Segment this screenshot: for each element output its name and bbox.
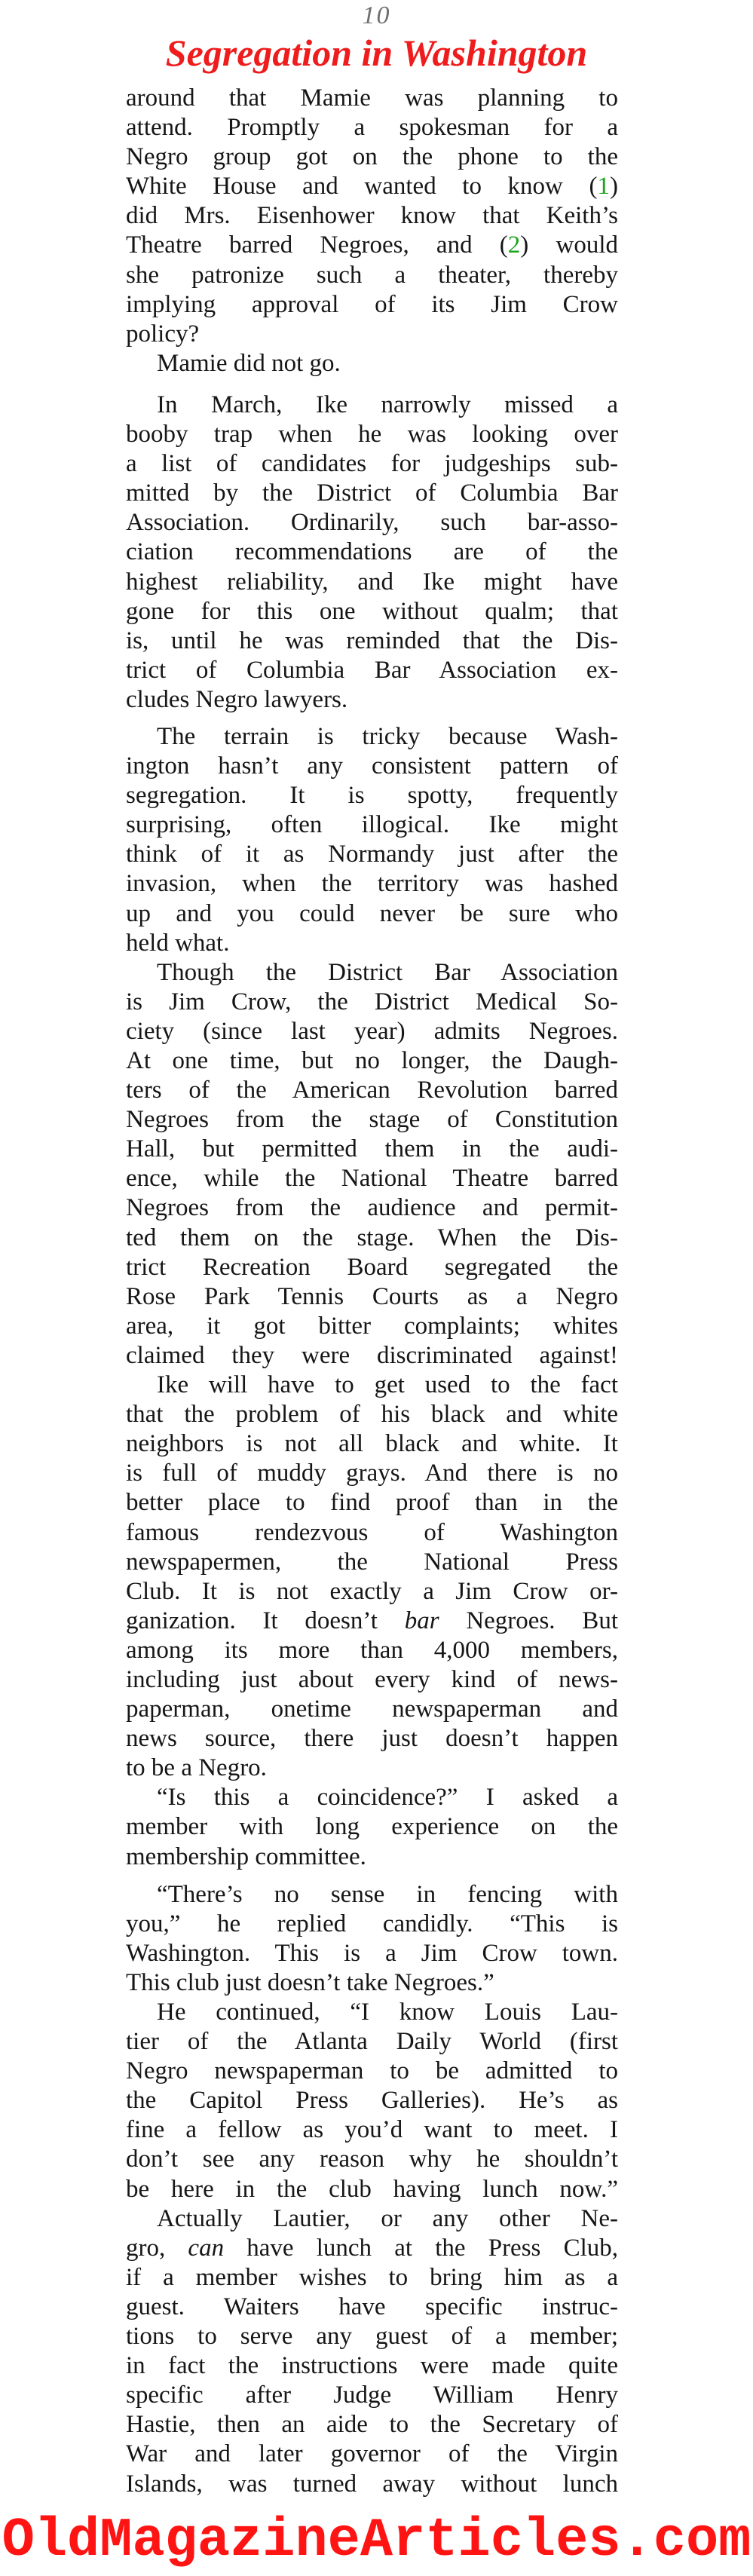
- text-line-content: [126, 1224, 618, 1253]
- text-line: [126, 929, 619, 958]
- text-line: [126, 1518, 619, 1548]
- line-text: Theatre barred Negroes, and (: [126, 231, 508, 259]
- text-line: [126, 1880, 619, 1910]
- text-line: [126, 1488, 619, 1518]
- text-line-content: [126, 840, 618, 869]
- text-line: [126, 2470, 619, 2499]
- paragraph: [126, 1998, 619, 2204]
- text-line: [126, 752, 619, 781]
- text-line-content: [126, 1459, 618, 1488]
- line-text: Hall, but permitted them in the audi-: [126, 1135, 619, 1163]
- text-line-content: [126, 2322, 618, 2351]
- line-text: “There’s no sense in fencing with: [157, 1880, 618, 1908]
- text-line-content: [126, 899, 618, 929]
- line-text: area, it got bitter complaints; whites: [126, 1312, 619, 1340]
- line-text: in fact the instructions were made quite: [126, 2352, 618, 2380]
- text-line-content: [126, 1135, 618, 1164]
- emphasis-text: bar: [404, 1607, 439, 1634]
- text-line-content: [126, 2470, 618, 2499]
- text-line-content: [126, 2115, 618, 2145]
- text-line-content: [126, 1910, 618, 1939]
- line-text: attend. Promptly a spokesman for a: [126, 114, 618, 142]
- paragraph: [126, 84, 619, 349]
- line-text: if a member wishes to bring him as a: [126, 2263, 618, 2291]
- text-line: [126, 2234, 619, 2263]
- text-line-content: [157, 1998, 618, 2027]
- text-line: [126, 2145, 619, 2174]
- line-text: you,” he replied candidly. “This is: [126, 1910, 618, 1937]
- text-line-content: [126, 1695, 618, 1724]
- text-line: [126, 538, 619, 567]
- line-text: Negroes from the stage of Constitution: [126, 1106, 619, 1134]
- text-line-content: [126, 1400, 618, 1429]
- text-line-content: [126, 1282, 618, 1312]
- footnote-number: 1: [597, 173, 610, 201]
- text-line: [126, 172, 619, 201]
- line-text: segregation. It is spotty, frequently: [126, 782, 619, 810]
- text-line-content: [157, 391, 618, 420]
- paragraph: [126, 722, 619, 958]
- text-line-content: [126, 626, 618, 656]
- line-text: think of it as Normandy just after the: [126, 841, 618, 868]
- line-text: implying approval of its Jim Crow: [126, 290, 619, 318]
- line-text: Negro newspaperman to be admitted to: [126, 2057, 618, 2085]
- text-line-content: [126, 1429, 618, 1459]
- text-line: [126, 1998, 619, 2027]
- text-line-content: [126, 1812, 618, 1842]
- text-line: [126, 899, 619, 929]
- line-text: guest. Waiters have specific instruc-: [126, 2293, 618, 2320]
- line-text: to be a Negro.: [126, 1754, 267, 1782]
- text-line-content: [126, 1105, 618, 1135]
- text-line: [126, 1400, 619, 1429]
- line-text: famous rendezvous of Washington: [126, 1518, 618, 1546]
- line-text: Rose Park Tennis Courts as a Negro: [126, 1282, 618, 1310]
- text-line: [126, 508, 619, 538]
- line-text: This club just doesn’t take Negroes.”: [126, 1968, 494, 1996]
- line-text: a list of candidates for judgeships sub-: [126, 450, 618, 478]
- text-line-content: [126, 1754, 267, 1783]
- text-line-content: [126, 2293, 618, 2322]
- text-line-content: [126, 929, 229, 958]
- text-line-content: [157, 349, 341, 378]
- text-line-content: [126, 2381, 618, 2410]
- text-line: [126, 781, 619, 810]
- line-text: around that Mamie was planning to: [126, 84, 618, 112]
- line-text: is full of muddy grays. And there is no: [126, 1460, 619, 1487]
- text-line: [126, 1939, 619, 1968]
- text-line: [126, 1371, 619, 1400]
- line-text: she patronize such a theater, thereby: [126, 261, 618, 289]
- line-text: ted them on the stage. When the Dis-: [126, 1224, 618, 1251]
- text-line-content: [126, 1842, 366, 1872]
- text-line: [126, 840, 619, 869]
- text-line: [126, 2322, 619, 2351]
- line-text: don’t see any reason why he shouldn’t: [126, 2146, 618, 2173]
- text-line: [126, 2175, 619, 2204]
- text-line: [126, 1429, 619, 1459]
- line-text: highest reliability, and Ike might have: [126, 568, 619, 596]
- text-line: [126, 1253, 619, 1282]
- watermark-logo[interactable]: OldMagazineArticles.com: [2, 2510, 751, 2571]
- line-text: among its more than 4,000 members,: [126, 1636, 618, 1664]
- text-line-content: [126, 2027, 618, 2057]
- text-line: [126, 810, 619, 840]
- line-text: neighbors is not all black and white. It: [126, 1430, 618, 1458]
- line-text: Ike will have to get used to the fact: [157, 1371, 618, 1399]
- text-line-content: [126, 290, 618, 320]
- text-line: [126, 2293, 619, 2322]
- text-line: [126, 1910, 619, 1939]
- text-line-content: [157, 1371, 618, 1400]
- text-line: [126, 1459, 619, 1488]
- text-line-content: [126, 231, 618, 260]
- text-line: [126, 1224, 619, 1253]
- text-line: [126, 1548, 619, 1577]
- line-text: including just about every kind of news-: [126, 1665, 618, 1693]
- text-line: [126, 1046, 619, 1076]
- text-line-content: [126, 320, 199, 349]
- text-line-content: [126, 656, 618, 685]
- text-line-content: [126, 1046, 618, 1076]
- text-line-content: [126, 142, 618, 172]
- text-line-content: [126, 1518, 618, 1548]
- text-line: [126, 1282, 619, 1312]
- text-line-content: [126, 1577, 618, 1607]
- page-number: 10: [362, 2, 391, 29]
- line-text: ington hasn’t any consistent pattern of: [126, 752, 618, 780]
- text-line-content: [126, 2234, 618, 2263]
- line-text: ) would: [520, 231, 619, 259]
- paragraph: [126, 391, 619, 715]
- paragraph: [126, 958, 619, 1371]
- line-text: Islands, was turned away without lunch: [126, 2470, 618, 2498]
- line-text: Actually Lautier, or any other Ne-: [157, 2204, 618, 2232]
- text-line: [126, 1783, 619, 1812]
- text-line: [126, 1665, 619, 1695]
- text-line: [126, 320, 619, 349]
- line-text: trict Recreation Board segregated the: [126, 1253, 618, 1281]
- text-line: [126, 1017, 619, 1046]
- line-text: ence, while the National Theatre barred: [126, 1165, 618, 1193]
- text-line-content: [126, 1076, 618, 1105]
- line-text: held what.: [126, 929, 230, 957]
- text-line: [126, 261, 619, 290]
- text-line: [126, 1754, 619, 1783]
- line-text: White House and wanted to know (: [126, 173, 598, 201]
- line-text: news source, there just doesn’t happen: [126, 1725, 619, 1753]
- text-line-content: [126, 113, 618, 142]
- title-block: [75, 32, 678, 77]
- text-line-content: [126, 1968, 494, 1998]
- text-line-content: [126, 84, 618, 113]
- line-text: up and you could never be sure who: [126, 899, 619, 927]
- text-line-content: [126, 449, 618, 479]
- text-line-content: [157, 1783, 618, 1812]
- text-line: [126, 656, 619, 685]
- line-text: tions to serve any guest of a member;: [126, 2323, 618, 2351]
- paragraph: [126, 1783, 619, 1871]
- text-line-content: [126, 1253, 618, 1282]
- text-line: [126, 420, 619, 449]
- text-line-content: [126, 1636, 618, 1665]
- text-line: [126, 2410, 619, 2440]
- text-line: [126, 958, 619, 988]
- paragraph: [126, 1371, 619, 1783]
- text-line-content: [126, 2263, 618, 2293]
- text-line-content: [157, 1880, 618, 1910]
- text-line-content: [126, 508, 618, 538]
- text-line: [126, 2115, 619, 2145]
- text-line-content: [126, 1193, 618, 1223]
- paragraph: [126, 1880, 619, 1998]
- text-line-content: [126, 685, 347, 715]
- text-line: [126, 1724, 619, 1754]
- text-line-content: [126, 1939, 618, 1968]
- line-text: The terrain is tricky because Wash-: [157, 722, 619, 750]
- line-text: At one time, but no longer, the Daugh-: [126, 1047, 619, 1074]
- text-line: [126, 1312, 619, 1341]
- text-line: [126, 84, 619, 113]
- line-text: fine a fellow as you’d want to meet. I: [126, 2116, 618, 2144]
- line-text: Hastie, then an aide to the Secretary of: [126, 2411, 618, 2439]
- text-line: [126, 2086, 619, 2115]
- text-line: [126, 1164, 619, 1193]
- line-text: be here in the club having lunch now.”: [126, 2175, 618, 2203]
- text-line: [126, 1193, 619, 1223]
- text-line-content: [126, 172, 618, 201]
- line-text: is Jim Crow, the District Medical So-: [126, 988, 618, 1015]
- line-text: ciation recommendations are of the: [126, 538, 619, 566]
- line-text: newspapermen, the National Press: [126, 1548, 618, 1576]
- text-line: [126, 231, 619, 260]
- text-line-content: [126, 2086, 618, 2115]
- text-line-content: [126, 2440, 618, 2469]
- line-text: invasion, when the territory was hashed: [126, 870, 618, 898]
- text-line: [126, 1105, 619, 1135]
- line-text: have lunch at the Press Club,: [224, 2234, 619, 2262]
- line-text: ciety (since last year) admits Negroes.: [126, 1017, 618, 1045]
- line-text: Washington. This is a Jim Crow town.: [126, 1939, 619, 1967]
- text-line: [126, 1577, 619, 1607]
- text-line: [126, 626, 619, 656]
- text-line: [126, 113, 619, 142]
- text-line: [126, 722, 619, 752]
- line-text: that the problem of his black and white: [126, 1401, 619, 1429]
- line-text: In March, Ike narrowly missed a: [157, 391, 618, 418]
- line-text: cludes Negro lawyers.: [126, 685, 348, 713]
- text-line-content: [126, 2351, 618, 2381]
- text-line: [126, 568, 619, 597]
- line-text: ters of the American Revolution barred: [126, 1077, 619, 1104]
- text-line-content: [126, 201, 618, 231]
- text-line: [126, 2204, 619, 2234]
- line-text: did Mrs. Eisenhower know that Keith’s: [126, 202, 618, 230]
- line-text: Club. It is not exactly a Jim Crow or-: [126, 1577, 618, 1605]
- text-line-content: [126, 1488, 618, 1518]
- text-line-content: [126, 420, 618, 449]
- text-line: [126, 1076, 619, 1105]
- text-line-content: [126, 1665, 618, 1695]
- text-line: [126, 685, 619, 715]
- text-line: [126, 479, 619, 508]
- text-line-content: [126, 1724, 618, 1754]
- line-text: Negro group got on the phone to the: [126, 143, 618, 171]
- text-line-content: [126, 2410, 618, 2440]
- text-line: [126, 2440, 619, 2469]
- article-title: Segregation in Washington: [165, 32, 588, 74]
- text-line: [126, 2381, 619, 2410]
- paragraph: [126, 2204, 619, 2499]
- text-line: [126, 1607, 619, 1636]
- text-line: [126, 2263, 619, 2293]
- text-line: [126, 1842, 619, 1872]
- text-line-content: [126, 1312, 618, 1341]
- text-line: [126, 597, 619, 626]
- text-line: [126, 449, 619, 479]
- text-line-content: [126, 479, 618, 508]
- line-text: mitted by the District of Columbia Bar: [126, 479, 619, 507]
- line-text: claimed they were discriminated against!: [126, 1341, 618, 1369]
- text-line-content: [126, 752, 618, 781]
- text-line: [126, 1341, 619, 1371]
- paragraph: [126, 349, 619, 378]
- line-text: He continued, “I know Louis Lau-: [157, 1999, 618, 2026]
- text-line-content: [126, 1164, 618, 1193]
- text-line-content: [126, 261, 618, 290]
- line-text: tier of the Atlanta Daily World (first: [126, 2028, 619, 2056]
- line-text: surprising, often illogical. Ike might: [126, 811, 618, 839]
- line-text: gone for this one without qualm; that: [126, 597, 618, 625]
- text-line-content: [126, 869, 618, 899]
- line-text: Association. Ordinarily, such bar-asso-: [126, 509, 618, 537]
- text-line-content: [126, 1607, 618, 1636]
- text-line: [126, 988, 619, 1017]
- text-line: [126, 1812, 619, 1842]
- line-text: Negroes. But: [439, 1607, 618, 1634]
- text-line-content: [126, 2057, 618, 2086]
- line-text: policy?: [126, 320, 200, 348]
- line-text: member with long experience on the: [126, 1813, 619, 1841]
- line-text: better place to find proof than in the: [126, 1489, 618, 1517]
- line-text: paperman, onetime newspaperman and: [126, 1695, 618, 1723]
- text-line-content: [157, 722, 618, 752]
- text-line-content: [126, 781, 618, 810]
- line-text: the Capitol Press Galleries). He’s as: [126, 2087, 618, 2115]
- text-line: [126, 869, 619, 899]
- text-line-content: [126, 988, 618, 1017]
- line-text: Mamie did not go.: [157, 349, 341, 377]
- line-text: War and later governor of the Virgin: [126, 2440, 618, 2468]
- text-line-content: [126, 538, 618, 567]
- line-text: ganization. It doesn’t: [126, 1607, 405, 1634]
- text-line: [126, 2351, 619, 2381]
- text-line: [126, 349, 619, 378]
- text-line-content: [126, 2145, 618, 2174]
- line-text: Negroes from the audience and permit-: [126, 1194, 619, 1222]
- text-line: [126, 290, 619, 320]
- line-text: Though the District Bar Association: [157, 958, 618, 986]
- text-line-content: [126, 1017, 618, 1046]
- footnote-number: 2: [507, 231, 521, 259]
- text-line-content: [126, 597, 618, 626]
- line-text: specific after Judge William Henry: [126, 2381, 619, 2409]
- text-line-content: [126, 1548, 618, 1577]
- emphasis-text: can: [188, 2234, 225, 2262]
- text-line-content: [126, 2175, 618, 2204]
- line-text: “Is this a coincidence?” I asked a: [157, 1784, 619, 1812]
- line-text: ): [609, 173, 618, 201]
- article-body: [126, 84, 619, 2499]
- text-line: [126, 201, 619, 231]
- line-text: booby trap when he was looking over: [126, 421, 618, 449]
- line-text: gro,: [126, 2234, 188, 2262]
- text-line-content: [157, 2204, 618, 2234]
- text-line: [126, 1695, 619, 1724]
- text-line-content: [126, 810, 618, 840]
- text-line: [126, 1636, 619, 1665]
- text-line: [126, 1135, 619, 1164]
- text-line: [126, 142, 619, 172]
- text-line: [126, 1968, 619, 1998]
- text-line-content: [126, 568, 618, 597]
- text-line-content: [126, 1341, 618, 1371]
- line-text: membership committee.: [126, 1842, 366, 1870]
- text-line: [126, 2027, 619, 2057]
- text-line: [126, 2057, 619, 2086]
- text-line-content: [157, 958, 618, 988]
- line-text: trict of Columbia Bar Association ex-: [126, 656, 618, 684]
- line-text: is, until he was reminded that the Dis-: [126, 626, 619, 654]
- text-line: [126, 391, 619, 420]
